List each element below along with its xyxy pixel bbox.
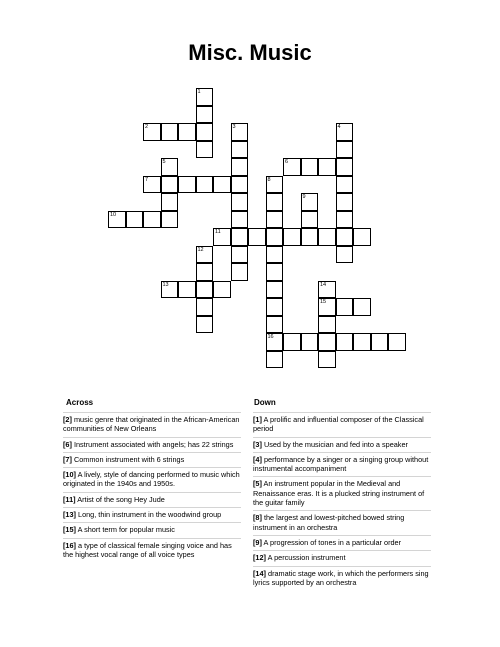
clue-text: the largest and lowest-pitched bowed string instrument in an orchestra (253, 513, 405, 532)
down-clue-item (253, 535, 431, 550)
clue-number-label: 5 (162, 159, 166, 165)
clue-text: Long, thin instrument in the woodwind group (75, 510, 222, 520)
clue-number-label: 12 (197, 246, 204, 253)
grid-cell[interactable] (161, 176, 179, 194)
grid-cell[interactable] (353, 298, 371, 316)
clue-text: Common instrument with 6 strings (71, 454, 185, 464)
across-clue-item (63, 437, 241, 452)
clue-number: [2] (63, 415, 72, 424)
clue-number: [10] (63, 470, 76, 480)
clue-number-label: 15 (320, 299, 327, 305)
across-clue-item (63, 492, 241, 507)
clue-number-label: 14 (320, 281, 327, 288)
grid-cell[interactable] (213, 228, 231, 246)
clue-text: A prolific and influential composer of the Classical period (253, 415, 424, 434)
grid-cell[interactable] (266, 263, 284, 281)
grid-cell[interactable] (301, 211, 319, 229)
clue-number-label: 9 (302, 194, 306, 200)
grid-cell[interactable] (178, 176, 196, 194)
grid-cell[interactable] (196, 263, 214, 281)
clue-text: music genre that originated in the African-American communities of New Orleans (63, 415, 240, 434)
clue-text: Instrument associated with angels; has 22 strings (71, 439, 234, 449)
clue-text: a type of classical female singing voice and has the highest vocal range of all voice types (63, 540, 232, 559)
grid-cell[interactable] (301, 193, 319, 211)
grid-cell[interactable] (336, 211, 354, 229)
grid-cell[interactable] (161, 211, 179, 229)
down-clue-item (253, 452, 431, 477)
down-clue-item (253, 476, 431, 510)
clue-number: [3] (253, 439, 262, 449)
grid-cell[interactable] (318, 316, 336, 334)
grid-cell[interactable] (161, 158, 179, 176)
clue-text: A progression of tones in a particular order (261, 537, 402, 547)
clue-number-label: 11 (215, 229, 221, 235)
grid-cell[interactable] (196, 246, 214, 264)
grid-cell[interactable] (336, 246, 354, 264)
down-clue-item (253, 437, 431, 452)
clue-text: performance by a singer or a singing group without instrumental accompaniment (253, 454, 429, 474)
grid-cell[interactable] (231, 211, 249, 229)
grid-cell[interactable] (301, 228, 319, 246)
clue-text: Artist of the song Hey Jude (75, 494, 165, 504)
grid-cell[interactable] (126, 211, 144, 229)
grid-cell[interactable] (143, 176, 161, 194)
grid-cell[interactable] (108, 211, 126, 229)
grid-cell[interactable] (196, 141, 214, 159)
grid-cell[interactable] (266, 351, 284, 369)
grid-cell[interactable] (318, 298, 336, 316)
grid-cell[interactable] (266, 298, 284, 316)
grid-cell[interactable] (196, 298, 214, 316)
grid-cell[interactable] (196, 176, 214, 194)
grid-cell[interactable] (318, 333, 336, 351)
clue-number: [7] (63, 454, 72, 464)
down-clue-item (253, 550, 431, 565)
grid-cell[interactable] (231, 158, 249, 176)
grid-cell[interactable] (231, 193, 249, 211)
clue-number: [16] (63, 540, 76, 550)
grid-cell[interactable] (283, 158, 301, 176)
grid-cell[interactable] (336, 176, 354, 194)
clue-text: A percussion instrument (265, 553, 346, 563)
grid-cell[interactable] (301, 333, 319, 351)
across-clue-item (63, 522, 241, 537)
grid-cell[interactable] (266, 316, 284, 334)
grid-cell[interactable] (178, 281, 196, 299)
grid-cell[interactable] (301, 158, 319, 176)
clue-number-label: 13 (162, 281, 169, 288)
across-clue-list (63, 412, 241, 562)
grid-cell[interactable] (336, 123, 354, 141)
grid-cell[interactable] (196, 123, 214, 141)
clue-number-label: 10 (110, 211, 117, 218)
grid-cell[interactable] (213, 176, 231, 194)
clue-number-label: 7 (145, 176, 149, 183)
grid-cell[interactable] (231, 228, 249, 246)
clue-text: An instrument popular in the Medieval and Renaissance eras. It is a plucked string instrument of the guitar family (253, 479, 425, 508)
grid-cell[interactable] (196, 106, 214, 124)
across-clue-item (63, 412, 241, 437)
clue-number: [13] (63, 510, 76, 520)
grid-cell[interactable] (231, 246, 249, 264)
across-clue-item (63, 507, 241, 522)
grid-cell[interactable] (283, 228, 301, 246)
across-clue-item (63, 538, 241, 563)
grid-cell[interactable] (196, 281, 214, 299)
across-clue-item (63, 467, 241, 492)
grid-cell[interactable] (231, 263, 249, 281)
clue-number: [15] (63, 525, 76, 535)
grid-cell[interactable] (318, 228, 336, 246)
grid-cell[interactable] (196, 88, 214, 106)
grid-cell[interactable] (266, 193, 284, 211)
grid-cell[interactable] (371, 333, 389, 351)
grid-cell[interactable] (318, 158, 336, 176)
grid-cell[interactable] (266, 176, 284, 194)
grid-cell[interactable] (266, 281, 284, 299)
grid-cell[interactable] (266, 246, 284, 264)
clue-number: [9] (253, 537, 262, 547)
down-clue-list (253, 412, 431, 590)
across-heading: Across (66, 398, 94, 407)
clue-number: [8] (253, 513, 262, 523)
clue-number-label: 3 (232, 124, 236, 130)
grid-cell[interactable] (318, 281, 336, 299)
grid-cell[interactable] (196, 316, 214, 334)
clue-number: [5] (253, 479, 262, 489)
clue-number-label: 2 (145, 124, 149, 130)
grid-cell[interactable] (388, 333, 406, 351)
page-title: Misc. Music (188, 40, 312, 65)
grid-cell[interactable] (266, 333, 284, 351)
clue-number: [6] (63, 439, 72, 449)
clue-text: A lively, style of dancing performed to music which originated in the 1940s and 1950s. (63, 470, 240, 489)
grid-cell[interactable] (336, 298, 354, 316)
grid-cell[interactable] (248, 228, 266, 246)
grid-cell[interactable] (213, 281, 231, 299)
down-clue-item (253, 510, 431, 535)
grid-cell[interactable] (231, 176, 249, 194)
grid-cell[interactable] (336, 193, 354, 211)
clue-number: [4] (253, 454, 262, 464)
grid-cell[interactable] (353, 228, 371, 246)
grid-cell[interactable] (161, 281, 179, 299)
clue-number: [12] (253, 553, 266, 563)
grid-cell[interactable] (353, 333, 371, 351)
grid-cell[interactable] (318, 351, 336, 369)
grid-cell[interactable] (266, 228, 284, 246)
clue-number-label: 16 (267, 334, 274, 340)
clue-number: [14] (253, 568, 266, 578)
grid-cell[interactable] (336, 228, 354, 246)
clue-text: dramatic stage work, in which the performers sing lyrics supported by an orchestra (253, 568, 429, 587)
grid-cell[interactable] (266, 211, 284, 229)
clue-text: Used by the musician and fed into a speaker (261, 439, 408, 449)
clue-text: A short term for popular music (75, 525, 175, 535)
grid-cell[interactable] (143, 211, 161, 229)
grid-cell[interactable] (231, 123, 249, 141)
clue-number-label: 4 (337, 124, 341, 130)
down-clue-item (253, 566, 431, 591)
grid-cell[interactable] (161, 193, 179, 211)
clue-number: [1] (253, 415, 262, 424)
down-heading: Down (254, 398, 276, 407)
grid-cell[interactable] (231, 141, 249, 159)
grid-cell[interactable] (283, 333, 301, 351)
grid-cell[interactable] (336, 333, 354, 351)
grid-cell[interactable] (161, 123, 179, 141)
clue-number-label: 1 (197, 89, 201, 95)
grid-cell[interactable] (336, 141, 354, 159)
grid-cell[interactable] (143, 123, 161, 141)
grid-cell[interactable] (336, 158, 354, 176)
across-clue-item (63, 452, 241, 467)
clue-number: [11] (63, 494, 76, 504)
grid-cell[interactable] (178, 123, 196, 141)
down-clue-item (253, 412, 431, 437)
clue-number-label: 6 (285, 159, 289, 165)
clue-number-label: 8 (267, 176, 271, 183)
